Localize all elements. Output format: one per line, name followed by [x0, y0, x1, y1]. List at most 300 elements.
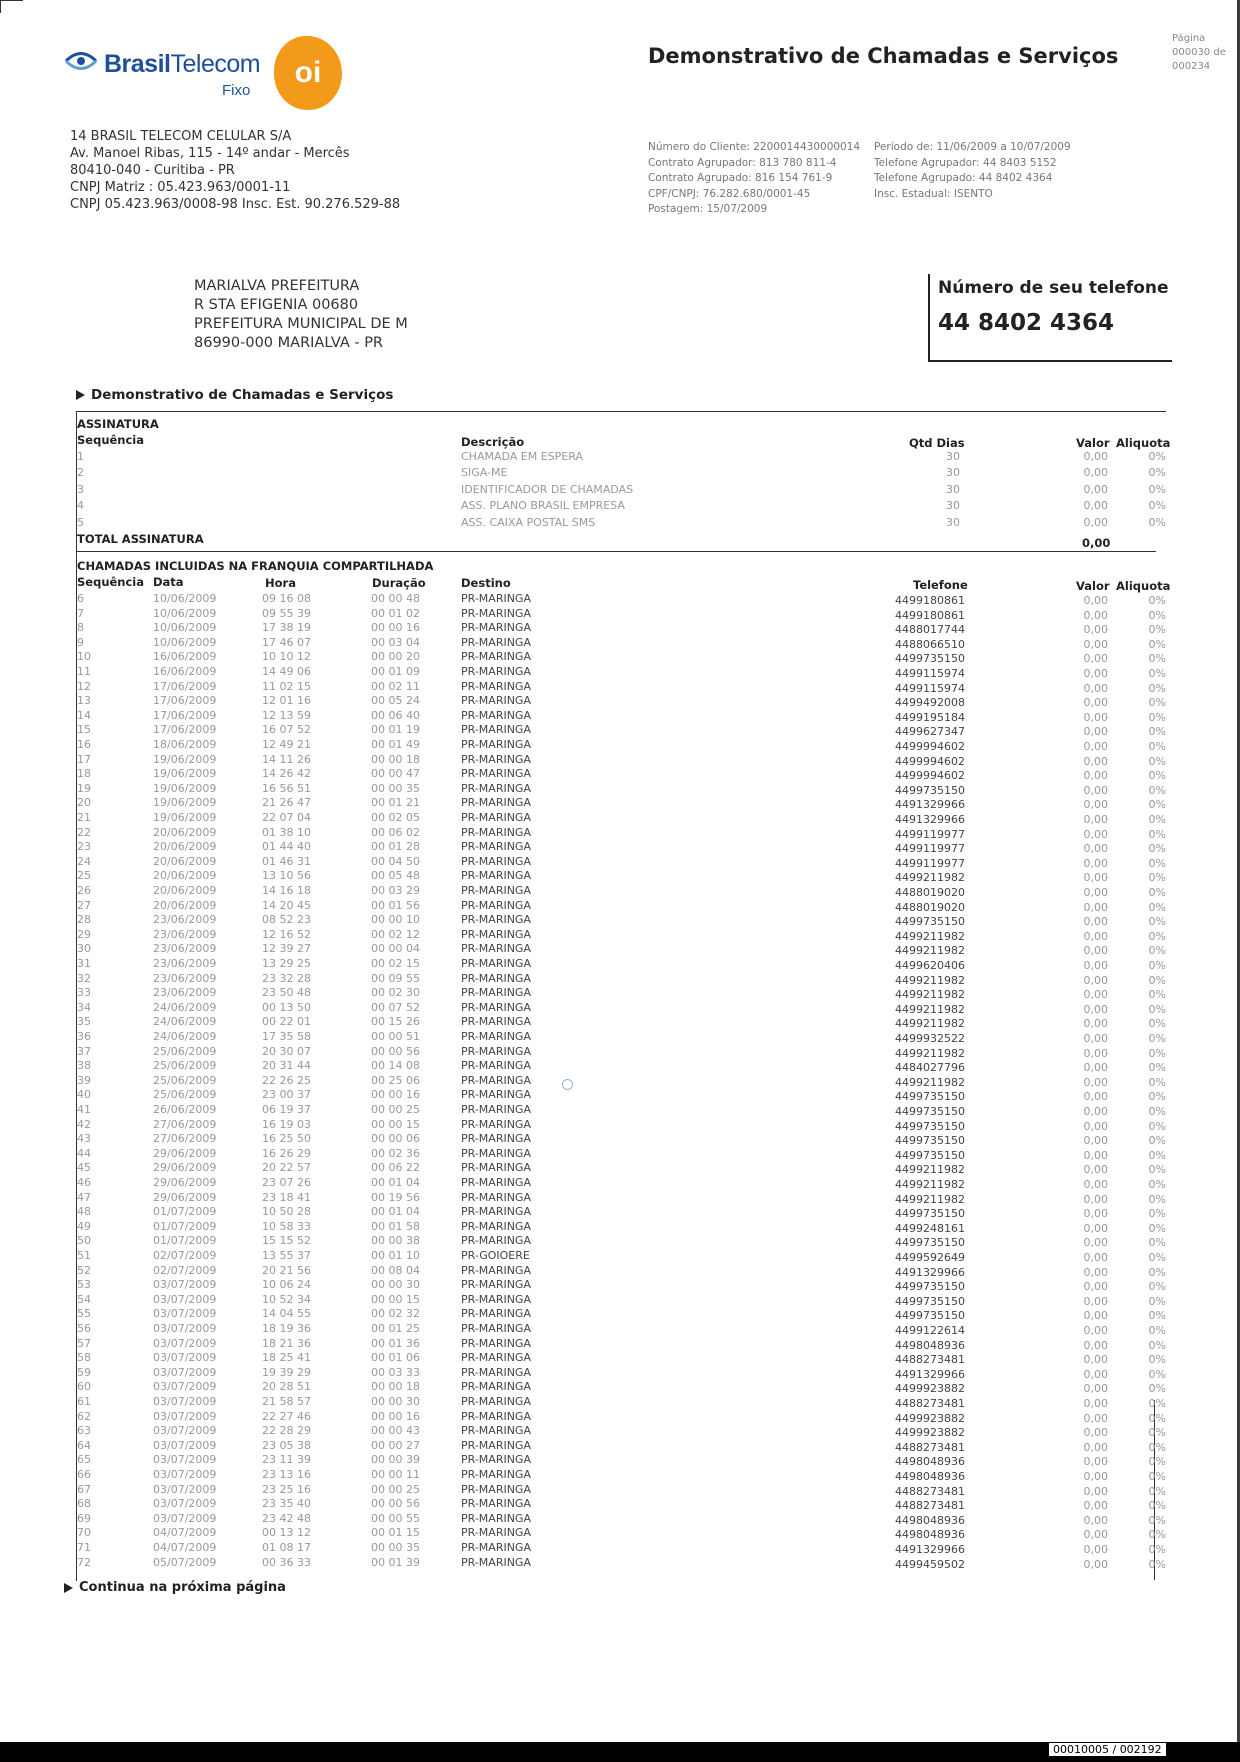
row-duration: 00 01 06	[371, 1351, 420, 1365]
row-phone: 4499620406	[895, 959, 965, 972]
row-sequence: 51	[77, 1249, 91, 1262]
row-valor: 0,00	[1083, 1382, 1108, 1396]
row-sequence: 63	[77, 1424, 91, 1438]
brand-sub: Fixo	[222, 82, 251, 99]
row-valor: 0,00	[1083, 769, 1108, 783]
row-valor: 0,00	[1083, 652, 1108, 666]
row-destination: PR-MARINGA	[461, 1497, 531, 1511]
phone-label: Número de seu telefone	[938, 278, 1169, 298]
oi-logo: oi	[274, 36, 342, 110]
row-destination: PR-MARINGA	[461, 1234, 531, 1248]
row-valor: 0,00	[1083, 959, 1108, 972]
row-date: 10/06/2009	[153, 606, 217, 620]
row-sequence: 58	[77, 1351, 91, 1365]
row-phone: 4499211982	[895, 1178, 965, 1191]
row-destination: PR-MARINGA	[461, 986, 531, 1000]
company-line: 80410-040 - Curitiba - PR	[70, 163, 235, 178]
row-aliquota: 0%	[1148, 769, 1166, 783]
row-duration: 00 00 30	[371, 1395, 420, 1408]
row-phone: 4499248161	[895, 1221, 965, 1235]
row-phone: 4499923882	[895, 1411, 965, 1425]
row-sequence: 12	[77, 679, 91, 693]
row-sequence: 9	[77, 635, 84, 649]
row-sequence: 68	[77, 1497, 91, 1511]
row-aliquota: 0%	[1148, 1280, 1166, 1294]
row-destination: PR-MARINGA	[461, 927, 531, 941]
row-destination: PR-MARINGA	[461, 1044, 531, 1058]
row-aliquota: 0%	[1148, 623, 1166, 637]
row-phone: 4499735150	[895, 1294, 965, 1308]
row-destination: PR-MARINGA	[461, 796, 531, 810]
row-phone: 4499735150	[895, 1148, 965, 1162]
row-duration: 00 02 12	[371, 927, 420, 941]
row-sequence: 14	[77, 708, 91, 722]
col-duracao: Duração	[372, 576, 426, 590]
row-time: 13 29 25	[262, 957, 311, 970]
row-sequence: 13	[77, 694, 91, 708]
row-phone: 4499994602	[895, 769, 965, 783]
row-date: 20/06/2009	[153, 854, 217, 868]
row-time: 23 13 16	[262, 1468, 311, 1481]
row-aliquota: 0%	[1148, 1134, 1166, 1148]
row-aliquota: 0%	[1148, 1221, 1166, 1235]
row-duration: 00 00 15	[371, 1117, 420, 1131]
row-date: 17/06/2009	[153, 679, 217, 693]
row-phone: 4499459502	[895, 1557, 965, 1571]
row-valor: 0,00	[1083, 725, 1108, 739]
row-date: 18/06/2009	[153, 738, 217, 751]
row-time: 20 28 51	[262, 1380, 311, 1394]
row-aliquota: 0%	[1148, 871, 1166, 885]
row-aliquota: 0%	[1148, 915, 1166, 929]
assinatura-rule	[76, 551, 1156, 552]
row-valor: 0,00	[1083, 740, 1108, 753]
row-valor: 0,00	[1083, 886, 1108, 899]
row-destination: PR-MARINGA	[461, 1088, 531, 1102]
row-valor: 0,00	[1083, 1484, 1108, 1498]
row-destination: PR-MARINGA	[461, 1511, 531, 1525]
row-phone: 4498048936	[895, 1455, 965, 1469]
row-duration: 00 00 43	[371, 1424, 420, 1438]
row-sequence: 64	[77, 1438, 91, 1452]
row-aliquota: 0%	[1148, 1440, 1166, 1454]
col-hora: Hora	[265, 576, 296, 590]
row-phone: 4488019020	[895, 900, 965, 914]
row-valor: 0,00	[1083, 1148, 1108, 1162]
row-phone: 4499211982	[895, 1075, 965, 1089]
row-aliquota: 0%	[1148, 1163, 1166, 1177]
row-duration: 00 04 50	[371, 854, 420, 868]
col-sequencia: Sequência	[77, 433, 145, 447]
row-phone: 4499592649	[895, 1251, 965, 1264]
row-destination: PR-MARINGA	[461, 650, 531, 664]
row-valor: 0,00	[1083, 1470, 1108, 1483]
total-assinatura-value: 0,00	[1082, 536, 1111, 550]
row-time: 17 46 07	[262, 635, 311, 649]
row-valor: 0,00	[1083, 1426, 1108, 1440]
row-valor: 0,00	[1083, 1309, 1108, 1323]
row-destination: PR-MARINGA	[461, 665, 531, 678]
row-date: 17/06/2009	[153, 708, 217, 722]
triangle-bullet-icon	[76, 390, 85, 400]
row-sequence: 28	[77, 913, 91, 927]
row-sequence: 22	[77, 825, 91, 839]
row-valor: 0,00	[1083, 623, 1108, 637]
row-phone: 4499923882	[895, 1382, 965, 1396]
row-time: 23 42 48	[262, 1511, 311, 1525]
row-aliquota: 0%	[1148, 499, 1166, 513]
row-valor: 0,00	[1083, 900, 1108, 914]
row-destination: PR-MARINGA	[461, 1161, 531, 1175]
row-date: 16/06/2009	[153, 650, 217, 664]
row-sequence: 54	[77, 1292, 91, 1306]
row-date: 25/06/2009	[153, 1073, 217, 1087]
row-aliquota: 0%	[1148, 1397, 1166, 1410]
row-phone: 4499735150	[895, 1309, 965, 1323]
row-aliquota: 0%	[1148, 710, 1166, 724]
row-phone: 4499115974	[895, 667, 965, 680]
row-destination: PR-MARINGA	[461, 1205, 531, 1219]
client-info-line: Número do Cliente: 2200014430000014	[648, 141, 861, 153]
row-sequence: 46	[77, 1176, 91, 1189]
client-info-line: Contrato Agrupador: 813 780 811-4	[648, 156, 837, 169]
company-info	[70, 128, 400, 213]
row-destination: PR-MARINGA	[461, 723, 531, 737]
col-valor: Valor	[1076, 579, 1110, 593]
row-aliquota: 0%	[1148, 973, 1166, 987]
company-line: CNPJ 05.423.963/0008-98 Insc. Est. 90.276.529-88	[70, 197, 401, 212]
row-sequence: 41	[77, 1103, 91, 1116]
row-phone: 4488273481	[895, 1397, 965, 1410]
row-duration: 00 01 15	[371, 1526, 420, 1540]
row-time: 23 35 40	[262, 1497, 311, 1511]
addressee-line: PREFEITURA MUNICIPAL DE M	[194, 316, 408, 332]
row-date: 03/07/2009	[153, 1453, 217, 1467]
client-info-line: Contrato Agrupado: 816 154 761-9	[648, 172, 833, 184]
col-sequencia: Sequência	[77, 575, 145, 589]
assinatura-heading: ASSINATURA	[77, 417, 159, 431]
row-aliquota: 0%	[1148, 988, 1166, 1002]
row-phone: 4499735150	[895, 652, 965, 666]
row-date: 03/07/2009	[153, 1482, 217, 1496]
row-aliquota: 0%	[1148, 798, 1166, 812]
row-valor: 0,00	[1083, 1163, 1108, 1177]
row-valor: 0,00	[1083, 973, 1108, 987]
row-time: 12 39 27	[262, 942, 311, 956]
row-aliquota: 0%	[1148, 754, 1166, 768]
row-description: ASS. CAIXA POSTAL SMS	[461, 515, 596, 529]
row-date: 05/07/2009	[153, 1555, 217, 1569]
row-date: 24/06/2009	[153, 1000, 217, 1014]
row-duration: 00 00 51	[371, 1030, 420, 1043]
row-time: 01 46 31	[262, 854, 311, 868]
brand-wordmark	[104, 50, 260, 79]
row-date: 03/07/2009	[153, 1292, 217, 1306]
row-valor: 0,00	[1083, 988, 1108, 1002]
row-aliquota: 0%	[1148, 1499, 1166, 1513]
row-valor: 0,00	[1083, 1251, 1108, 1264]
row-qtd-dias: 30	[946, 482, 960, 496]
row-aliquota: 0%	[1148, 1075, 1166, 1089]
row-phone: 4499492008	[895, 696, 965, 710]
row-phone: 4498048936	[895, 1338, 965, 1352]
row-date: 20/06/2009	[153, 898, 217, 912]
row-time: 22 26 25	[262, 1073, 311, 1087]
row-duration: 00 03 04	[371, 635, 420, 649]
row-sequence: 17	[77, 752, 91, 766]
row-sequence: 57	[77, 1336, 91, 1350]
row-time: 10 52 34	[262, 1292, 311, 1306]
phone-number: 44 8402 4364	[938, 310, 1115, 336]
row-destination: PR-MARINGA	[461, 1015, 531, 1029]
row-valor: 0,00	[1083, 710, 1108, 724]
row-date: 20/06/2009	[153, 825, 217, 839]
row-phone: 4491329966	[895, 1367, 965, 1381]
row-time: 10 06 24	[262, 1278, 311, 1292]
total-assinatura-label: TOTAL ASSINATURA	[77, 532, 204, 546]
row-date: 01/07/2009	[153, 1219, 217, 1233]
row-destination: PR-MARINGA	[461, 781, 531, 795]
row-phone: 4499735150	[895, 1119, 965, 1133]
row-phone: 4499627347	[895, 725, 965, 739]
client-info-line: Telefone Agrupado: 44 8402 4364	[874, 172, 1053, 184]
row-phone: 4499735150	[895, 1280, 965, 1294]
row-duration: 00 01 09	[371, 665, 420, 678]
row-time: 22 28 29	[262, 1424, 311, 1438]
row-aliquota: 0%	[1148, 886, 1166, 899]
company-line: 14 BRASIL TELECOM CELULAR S/A	[70, 129, 292, 144]
row-aliquota: 0%	[1148, 667, 1166, 680]
row-sequence: 25	[77, 869, 91, 883]
row-time: 01 08 17	[262, 1541, 311, 1554]
row-time: 23 11 39	[262, 1453, 311, 1467]
row-sequence: 72	[77, 1555, 91, 1569]
row-valor: 0,00	[1083, 1367, 1108, 1381]
row-aliquota: 0%	[1148, 1455, 1166, 1469]
row-aliquota: 0%	[1148, 725, 1166, 739]
row-duration: 00 09 55	[371, 971, 420, 985]
row-phone: 4488273481	[895, 1353, 965, 1367]
row-phone: 4488273481	[895, 1499, 965, 1513]
row-date: 04/07/2009	[153, 1526, 217, 1540]
row-phone: 4499994602	[895, 740, 965, 753]
row-phone: 4499735150	[895, 1207, 965, 1221]
row-duration: 00 05 48	[371, 869, 420, 883]
row-duration: 00 00 18	[371, 1380, 420, 1394]
row-time: 23 05 38	[262, 1438, 311, 1452]
row-date: 01/07/2009	[153, 1234, 217, 1248]
row-sequence: 39	[77, 1073, 91, 1087]
row-valor: 0,00	[1083, 1411, 1108, 1425]
row-destination: PR-GOIOERE	[461, 1249, 530, 1262]
row-destination: PR-MARINGA	[461, 606, 531, 620]
row-duration: 00 03 29	[371, 884, 420, 897]
row-time: 23 00 37	[262, 1088, 311, 1102]
row-date: 19/06/2009	[153, 781, 217, 795]
row-valor: 0,00	[1083, 1499, 1108, 1513]
row-time: 17 35 58	[262, 1030, 311, 1043]
row-destination: PR-MARINGA	[461, 854, 531, 868]
row-sequence: 71	[77, 1541, 91, 1554]
row-aliquota: 0%	[1148, 1251, 1166, 1264]
chamadas-heading: CHAMADAS INCLUIDAS NA FRANQUIA COMPARTILHADA	[77, 559, 434, 573]
row-valor: 0,00	[1083, 1221, 1108, 1235]
row-phone: 4488066510	[895, 637, 965, 651]
row-aliquota: 0%	[1148, 1207, 1166, 1221]
row-phone: 4498048936	[895, 1528, 965, 1542]
row-destination: PR-MARINGA	[461, 1409, 531, 1423]
row-duration: 00 19 56	[371, 1190, 420, 1204]
row-valor: 0,00	[1083, 1134, 1108, 1148]
row-time: 16 56 51	[262, 781, 311, 795]
row-sequence: 29	[77, 927, 91, 941]
row-time: 18 19 36	[262, 1322, 311, 1335]
row-date: 03/07/2009	[153, 1424, 217, 1438]
row-phone: 4491329966	[895, 813, 965, 826]
row-duration: 00 00 56	[371, 1497, 420, 1511]
row-phone: 4499211982	[895, 1017, 965, 1031]
row-aliquota: 0%	[1148, 1017, 1166, 1031]
row-time: 00 36 33	[262, 1555, 311, 1569]
row-aliquota: 0%	[1148, 1032, 1166, 1045]
row-date: 25/06/2009	[153, 1044, 217, 1058]
row-time: 01 38 10	[262, 825, 311, 839]
row-date: 23/06/2009	[153, 986, 217, 1000]
row-destination: PR-MARINGA	[461, 635, 531, 649]
row-valor: 0,00	[1083, 667, 1108, 680]
row-time: 21 58 57	[262, 1395, 311, 1408]
row-phone: 4488017744	[895, 623, 965, 637]
row-aliquota: 0%	[1148, 1426, 1166, 1440]
row-time: 08 52 23	[262, 913, 311, 927]
row-phone: 4499211982	[895, 871, 965, 885]
row-phone: 4499122614	[895, 1324, 965, 1337]
row-destination: PR-MARINGA	[461, 708, 531, 722]
row-time: 09 55 39	[262, 606, 311, 620]
row-duration: 00 00 06	[371, 1132, 420, 1146]
row-duration: 00 02 11	[371, 679, 420, 693]
row-valor: 0,00	[1083, 944, 1108, 958]
row-duration: 00 01 49	[371, 738, 420, 751]
row-duration: 00 03 33	[371, 1365, 420, 1379]
row-phone: 4488019020	[895, 886, 965, 899]
row-date: 03/07/2009	[153, 1497, 217, 1511]
row-valor: 0,00	[1083, 856, 1108, 870]
row-sequence: 61	[77, 1395, 91, 1408]
row-duration: 00 02 36	[371, 1146, 420, 1160]
row-phone: 4499932522	[895, 1032, 965, 1045]
row-destination: PR-MARINGA	[461, 1468, 531, 1481]
row-destination: PR-MARINGA	[461, 869, 531, 883]
row-phone: 4499115974	[895, 681, 965, 695]
section-title	[76, 387, 393, 403]
row-destination: PR-MARINGA	[461, 971, 531, 985]
row-valor: 0,00	[1083, 637, 1108, 651]
row-phone: 4488273481	[895, 1484, 965, 1498]
row-duration: 00 00 48	[371, 592, 420, 605]
client-info-line: Telefone Agrupador: 44 8403 5152	[874, 156, 1057, 169]
row-date: 03/07/2009	[153, 1336, 217, 1350]
row-destination: PR-MARINGA	[461, 1146, 531, 1160]
row-phone: 4491329966	[895, 798, 965, 812]
row-aliquota: 0%	[1148, 827, 1166, 841]
row-time: 15 15 52	[262, 1234, 311, 1248]
row-duration: 00 08 04	[371, 1263, 420, 1277]
page-total: 000234	[1172, 61, 1211, 72]
row-time: 14 26 42	[262, 767, 311, 781]
row-sequence: 59	[77, 1365, 91, 1379]
col-destino: Destino	[461, 576, 511, 590]
row-aliquota: 0%	[1148, 637, 1166, 651]
registration-mark	[0, 0, 23, 13]
row-valor: 0,00	[1083, 1090, 1108, 1104]
row-time: 19 39 29	[262, 1365, 311, 1379]
row-destination: PR-MARINGA	[461, 1541, 531, 1554]
row-duration: 00 02 15	[371, 957, 420, 970]
row-aliquota: 0%	[1148, 929, 1166, 943]
row-date: 23/06/2009	[153, 913, 217, 927]
company-line: Av. Manoel Ribas, 115 - 14º andar - Mercês	[70, 146, 350, 161]
row-duration: 00 01 21	[371, 796, 420, 810]
row-duration: 00 06 40	[371, 708, 420, 722]
row-duration: 00 07 52	[371, 1000, 420, 1014]
row-time: 23 18 41	[262, 1190, 311, 1204]
row-time: 10 10 12	[262, 650, 311, 664]
row-valor: 0,00	[1083, 1046, 1108, 1060]
row-valor: 0,00	[1083, 1324, 1108, 1337]
brand-bold-text: Brasil	[104, 50, 171, 78]
row-duration: 00 01 10	[371, 1249, 420, 1262]
row-sequence: 55	[77, 1307, 91, 1321]
row-destination: PR-MARINGA	[461, 1336, 531, 1350]
row-destination: PR-MARINGA	[461, 1307, 531, 1321]
row-duration: 00 02 32	[371, 1307, 420, 1321]
row-destination: PR-MARINGA	[461, 738, 531, 751]
row-time: 20 21 56	[262, 1263, 311, 1277]
addressee-line: MARIALVA PREFEITURA	[194, 278, 360, 294]
row-sequence: 45	[77, 1161, 91, 1175]
row-valor: 0,00	[1083, 783, 1108, 797]
row-date: 03/07/2009	[153, 1322, 217, 1335]
row-sequence: 30	[77, 942, 91, 956]
row-sequence: 33	[77, 986, 91, 1000]
client-info-line: Postagem: 15/07/2009	[648, 203, 768, 215]
row-valor: 0,00	[1083, 754, 1108, 768]
row-phone: 4499735150	[895, 915, 965, 929]
row-aliquota: 0%	[1148, 1148, 1166, 1162]
row-time: 23 07 26	[262, 1176, 311, 1189]
row-sequence: 31	[77, 957, 91, 970]
row-date: 19/06/2009	[153, 796, 217, 810]
row-aliquota: 0%	[1148, 1178, 1166, 1191]
row-sequence: 6	[77, 592, 84, 605]
row-description: ASS. PLANO BRASIL EMPRESA	[461, 499, 625, 513]
row-aliquota: 0%	[1148, 1090, 1166, 1104]
row-sequence: 52	[77, 1263, 91, 1277]
row-time: 20 30 07	[262, 1044, 311, 1058]
row-destination: PR-MARINGA	[461, 679, 531, 693]
row-sequence: 7	[77, 606, 84, 620]
row-description: CHAMADA EM ESPERA	[461, 450, 583, 463]
row-phone: 4499211982	[895, 1163, 965, 1177]
document-code: 00010005 / 002192	[1049, 1743, 1166, 1756]
row-time: 17 38 19	[262, 621, 311, 635]
row-valor: 0,00	[1083, 1294, 1108, 1308]
row-time: 14 11 26	[262, 752, 311, 766]
row-valor: 0,00	[1083, 1557, 1108, 1571]
row-time: 13 55 37	[262, 1249, 311, 1262]
row-destination: PR-MARINGA	[461, 1453, 531, 1467]
